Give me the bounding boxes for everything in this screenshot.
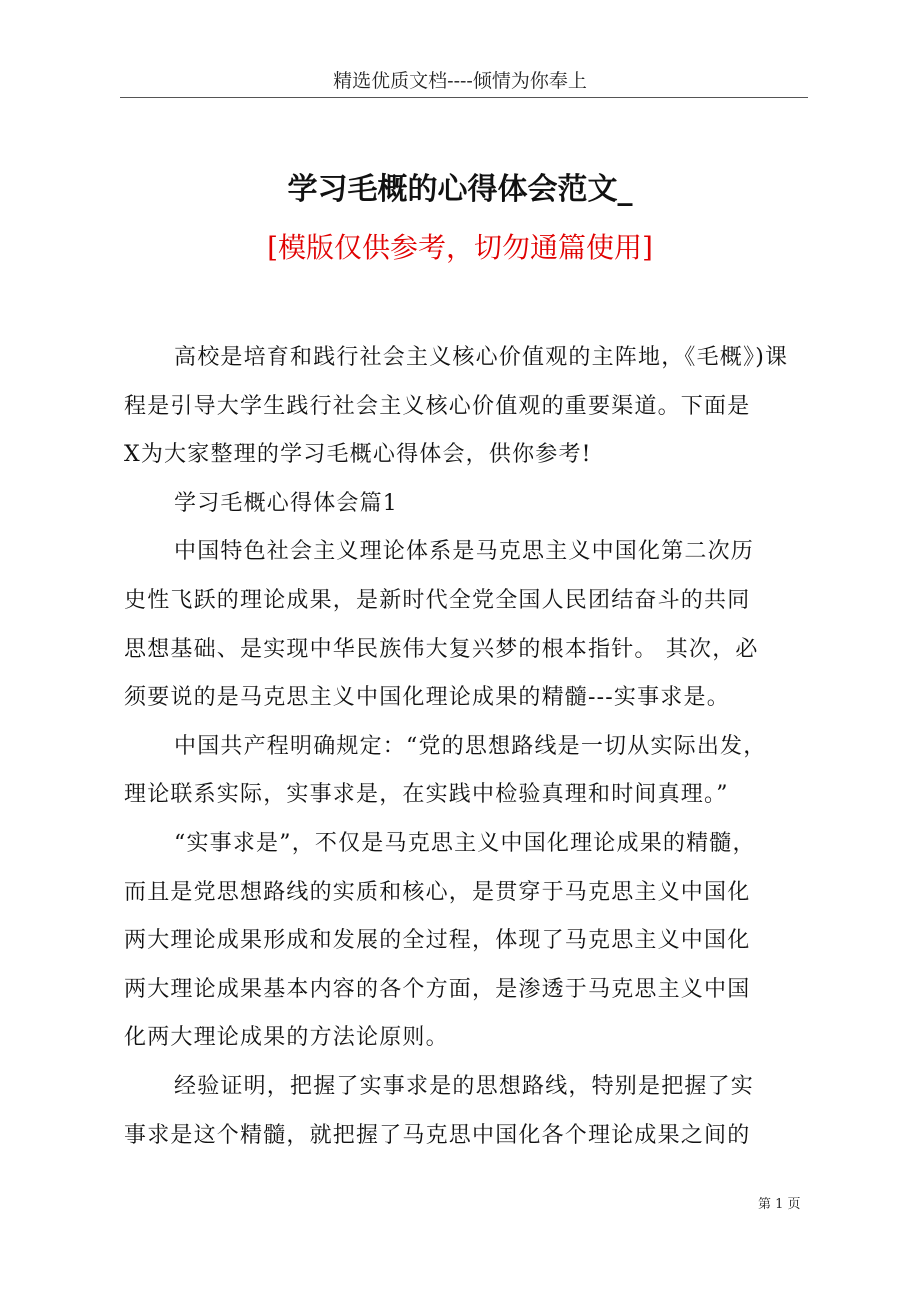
text-line: 而且是党思想路线的实质和核心，是贯穿于马克思主义中国化 xyxy=(124,879,751,905)
document-title: 学习毛概的心得体会范文_ xyxy=(287,172,633,207)
text-line: 学习毛概心得体会篇1 xyxy=(174,490,398,516)
page-number: 第 1 页 xyxy=(758,1197,801,1212)
text-line: 思想基础、是实现中华民族伟大复兴梦的根本指针。 其次，必 xyxy=(124,636,759,662)
text-line: 中国特色社会主义理论体系是马克思主义中国化第二次历 xyxy=(174,539,755,565)
text-line: 经验证明，把握了实事求是的思想路线，特别是把握了实 xyxy=(174,1074,755,1099)
text-line: 高校是培育和践行社会主义核心价值观的主阵地，《毛概》)课 xyxy=(174,345,789,370)
text-line: 中国共产程明确规定：“党的思想路线是一切从实际出发， xyxy=(174,733,767,759)
header-divider xyxy=(120,97,808,98)
page-header: 精选优质文档----倾情为你奉上 xyxy=(333,70,587,92)
document-subtitle: [模版仅供参考，切勿通篇使用] xyxy=(267,231,653,264)
text-line: 事求是这个精髓，就把握了马克思中国化各个理论成果之间的 xyxy=(124,1122,751,1148)
text-line: 理论联系实际，实事求是，在实践中检验真理和时间真理。” xyxy=(124,782,729,808)
text-line: 须要说的是马克思主义中国化理论成果的精髓---实事求是。 xyxy=(124,685,730,711)
text-line: X为大家整理的学习毛概心得体会，供你参考! xyxy=(124,442,592,468)
text-line: 史性飞跃的理论成果，是新时代全党全国人民团结奋斗的共同 xyxy=(124,588,751,613)
text-line: 两大理论成果形成和发展的全过程，体现了马克思主义中国化 xyxy=(124,928,751,954)
text-line: 两大理论成果基本内容的各个方面，是渗透于马克思主义中国 xyxy=(124,976,751,1002)
text-line: “实事求是”，不仅是马克思主义中国化理论成果的精髓， xyxy=(174,831,756,856)
text-line: 化两大理论成果的方法论原则。 xyxy=(124,1025,449,1051)
text-line: 程是引导大学生践行社会主义核心价值观的重要渠道。下面是 xyxy=(124,393,751,419)
